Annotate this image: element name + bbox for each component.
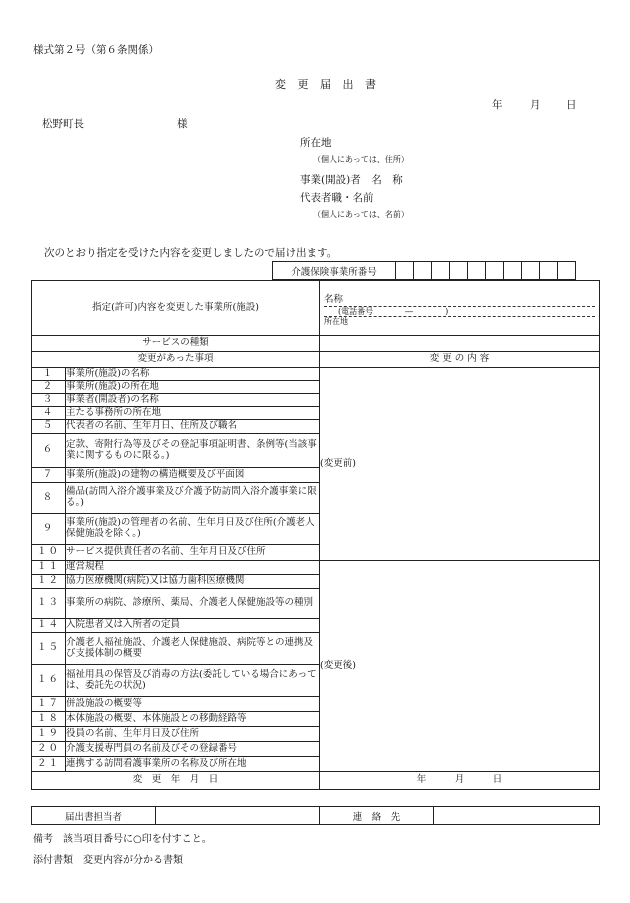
item-text: 代表者の名前、生年月日、住所及び職名: [66, 420, 320, 434]
after-change-field[interactable]: [320, 561, 600, 772]
before-change-field[interactable]: [320, 368, 600, 561]
item-number[interactable]: １２: [32, 575, 66, 589]
addressee-name: 松野町長: [42, 118, 84, 130]
facility-address-label: 所在地: [324, 317, 349, 327]
item-text: 事業所(施設)の建物の構造概要及び平面図: [66, 468, 320, 483]
item-text: 介護老人福祉施設、介護老人保健施設、病院等との連携及び支援体制の概要: [66, 633, 320, 665]
provider-digit-cell[interactable]: [558, 262, 576, 280]
item-number[interactable]: ９: [32, 514, 66, 545]
facility-name-label: 名称: [324, 294, 344, 305]
item-text: 事業所(施設)の名称: [66, 368, 320, 381]
after-change-label: (変更後): [320, 659, 356, 671]
submitter-label: 届出書担当者: [32, 807, 156, 825]
provider-digit-cell[interactable]: [522, 262, 540, 280]
item-text: 介護支援専門員の名前及びその登録番号: [66, 742, 320, 757]
provider-digit-cell[interactable]: [450, 262, 468, 280]
item-text: 事業所の病院、診療所、薬局、介護老人保健施設等の種別: [66, 589, 320, 619]
provider-digit-cell[interactable]: [504, 262, 522, 280]
item-number[interactable]: ６: [32, 434, 66, 468]
provider-digit-cell[interactable]: [468, 262, 486, 280]
item-number[interactable]: １８: [32, 712, 66, 727]
individual-note-name: （個人にあっては、名前）: [313, 210, 409, 219]
individual-note-address: （個人にあっては、住所）: [313, 155, 409, 164]
provider-digit-cell[interactable]: [432, 262, 450, 280]
item-number[interactable]: １５: [32, 633, 66, 665]
item-number[interactable]: ３: [32, 394, 66, 407]
item-number[interactable]: ８: [32, 483, 66, 514]
item-number[interactable]: ７: [32, 468, 66, 483]
item-number[interactable]: ２０: [32, 742, 66, 757]
item-text: 事業所(施設)の管理者の名前、生年月日及び住所(介護老人保健施設を除く。): [66, 514, 320, 545]
facility-address-field[interactable]: [324, 317, 595, 326]
facility-label: 指定(許可)内容を変更した事業所(施設): [32, 281, 320, 336]
item-number[interactable]: １０: [32, 545, 66, 561]
change-date-label: 変 更 年 月 日: [32, 772, 320, 790]
contact-label: 連 絡 先: [320, 807, 434, 825]
provider-digit-cell[interactable]: [396, 262, 414, 280]
item-text: 事業者(開設者)の名称: [66, 394, 320, 407]
provider-number-row: [272, 261, 576, 280]
service-type-label: サービスの種類: [32, 336, 320, 352]
provider-digit-cell[interactable]: [540, 262, 558, 280]
year-label: 年: [492, 99, 503, 111]
addressee-sama: 様: [177, 118, 188, 130]
item-number[interactable]: １３: [32, 589, 66, 619]
item-number[interactable]: １１: [32, 561, 66, 575]
provider-digit-cell[interactable]: [486, 262, 504, 280]
change-content-header: 変 更 の 内 容: [320, 352, 600, 368]
intro-text: 次のとおり指定を受けた内容を変更しましたので届け出ます。: [44, 247, 338, 259]
item-number[interactable]: ５: [32, 420, 66, 434]
item-text: 備品(訪問入浴介護事業及び介護予防訪問入浴介護事業に限る。): [66, 483, 320, 514]
item-number[interactable]: ２: [32, 381, 66, 394]
item-number[interactable]: ４: [32, 407, 66, 420]
day-label: 日: [566, 99, 577, 111]
month-label: 月: [530, 99, 541, 111]
submitter-row: [31, 806, 600, 825]
before-change-label: (変更前): [320, 457, 356, 469]
item-number[interactable]: １７: [32, 697, 66, 712]
item-number[interactable]: ２１: [32, 757, 66, 772]
item-text: 入院患者又は入所者の定員: [66, 619, 320, 633]
item-text: サービス提供責任者の名前、生年月日及び住所: [66, 545, 320, 561]
representative-label: 代表者職・名前: [300, 192, 374, 204]
change-date-field[interactable]: 年 月 日: [320, 772, 600, 790]
item-text: 主たる事務所の所在地: [66, 407, 320, 420]
item-number[interactable]: １: [32, 368, 66, 381]
form-label: 様式第２号（第６条関係）: [33, 44, 159, 56]
item-number[interactable]: １９: [32, 727, 66, 742]
facility-tel-label: (電話番号 ― ): [338, 306, 449, 316]
item-text: 定款、寄附行為等及びその登記事項証明書、条例等(当該事業に関するものに限る。): [66, 434, 320, 468]
attachments-note: 添付書類 変更内容が分かる書類: [33, 855, 183, 866]
facility-tel-field[interactable]: [324, 307, 595, 317]
facility-info-cell[interactable]: [320, 281, 600, 336]
service-type-field[interactable]: [320, 336, 600, 352]
contact-field[interactable]: [434, 807, 600, 825]
submitter-field[interactable]: [156, 807, 320, 825]
provider-digit-cell[interactable]: [414, 262, 432, 280]
remarks-note: 備考 該当項目番号に○印を付すこと。: [33, 834, 212, 845]
business-name-label: 事業(開設)者 名 称: [300, 174, 403, 186]
item-text: 事業所(施設)の所在地: [66, 381, 320, 394]
item-number[interactable]: １４: [32, 619, 66, 633]
item-text: 協力医療機関(病院)又は協力歯科医療機関: [66, 575, 320, 589]
provider-number-label: 介護保険事業所番号: [273, 262, 396, 280]
item-text: 併設施設の概要等: [66, 697, 320, 712]
document-title: 変 更 届 出 書: [275, 78, 380, 91]
applicant-address-label: 所在地: [300, 137, 332, 149]
change-notification-table: [31, 280, 600, 790]
item-text: 役員の名前、生年月日及び住所: [66, 727, 320, 742]
item-text: 福祉用具の保管及び消毒の方法(委託している場合にあっては、委託先の状況): [66, 665, 320, 697]
facility-name-field[interactable]: [324, 281, 595, 307]
item-number[interactable]: １６: [32, 665, 66, 697]
item-text: 連携する訪問看護事業所の名称及び所在地: [66, 757, 320, 772]
changed-items-header: 変更があった事項: [32, 352, 320, 368]
item-text: 運営規程: [66, 561, 320, 575]
item-text: 本体施設の概要、本体施設との移動経路等: [66, 712, 320, 727]
